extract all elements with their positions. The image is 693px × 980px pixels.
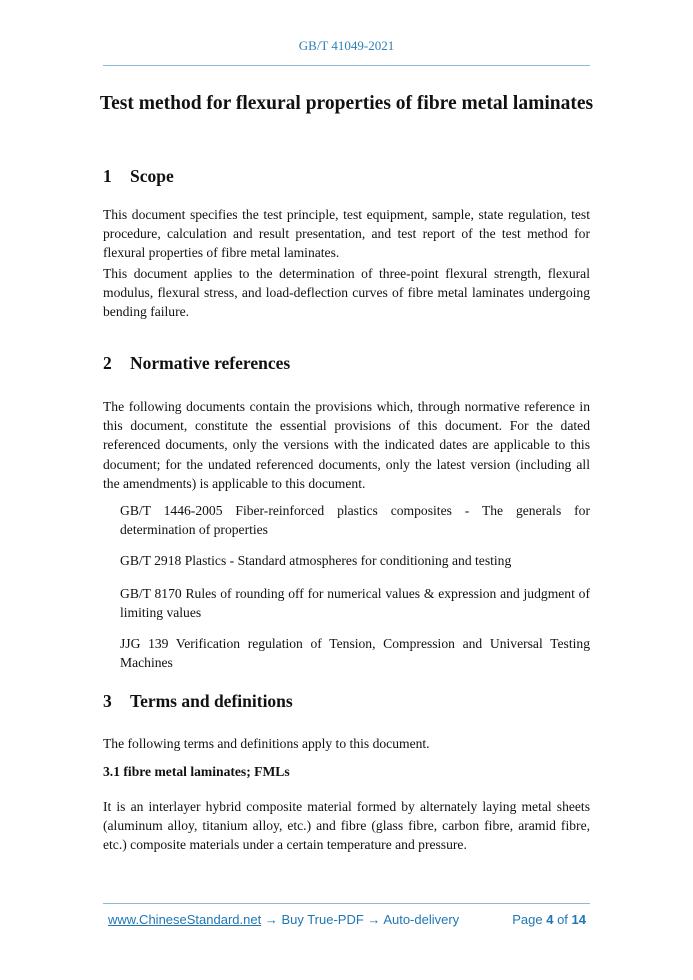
total-pages: 14: [571, 912, 586, 927]
website-link[interactable]: www.ChineseStandard.net: [108, 912, 262, 927]
paragraph: This document applies to the determination of three-point flexural strength, flexural modulus, flexural stress, and load-deflection curves of fibre metal laminates undergoing bending failure.: [103, 266, 590, 320]
paragraph: The following terms and definitions apply to this document.: [103, 736, 430, 751]
header-doc-number: GB/T 41049-2021: [298, 38, 395, 53]
term-heading: 3.1 fibre metal laminates; FMLs: [103, 764, 290, 779]
document-title: Test method for flexural properties of fibre metal laminates: [99, 93, 594, 114]
section-title: Terms and definitions: [130, 691, 293, 711]
header-divider: [103, 65, 590, 66]
current-page: 4: [546, 912, 554, 927]
section-title: Scope: [130, 166, 174, 186]
term-definition: It is an interlayer hybrid composite material formed by alternately laying metal sheets (aluminum alloy, titanium alloy, etc.) and fibre (glass fibre, carbon fibre, aramid fibre, etc.) composite materials under a certain temperature and pressure.: [103, 799, 590, 853]
arrow-icon: →: [261, 912, 282, 927]
section-heading-scope: [103, 166, 174, 187]
footer-divider: [103, 903, 590, 904]
paragraph: This document specifies the test principle, test equipment, sample, state regulation, test procedure, calculation and result presentation, and test report of the test method for flexural properties of fibre metal laminates.: [103, 207, 590, 261]
section-heading-normative-references: [103, 353, 290, 374]
of-label: of: [557, 912, 568, 927]
footer-promo: [108, 912, 459, 927]
section-title: Normative references: [130, 353, 291, 373]
buy-pdf-text: Buy True-PDF: [281, 912, 364, 927]
reference-item: GB/T 8170 Rules of rounding off for numerical values & expression and judgment of limiting values: [120, 586, 590, 621]
reference-item: JJG 139 Verification regulation of Tension, Compression and Universal Testing Machines: [120, 636, 590, 671]
delivery-text: Auto-delivery: [383, 912, 460, 927]
section-number: 3: [103, 691, 112, 711]
paragraph: The following documents contain the provisions which, through normative reference in this document, constitute the essential provisions of this document. For the dated referenced documents, only the versions with the indicated dates are applicable to this document; for the undated referenced documents, only the latest version (including all the amendments) is applicable to this document.: [103, 399, 590, 491]
section-number: 1: [103, 166, 112, 186]
page-label: Page: [512, 912, 543, 927]
footer: [108, 912, 586, 927]
reference-item: GB/T 1446-2005 Fiber-reinforced plastics composites - The generals for determination of properties: [120, 503, 590, 538]
page-indicator: [512, 912, 586, 927]
section-heading-terms-definitions: [103, 691, 293, 712]
section-number: 2: [103, 353, 112, 373]
reference-item: GB/T 2918 Plastics - Standard atmospheres for conditioning and testing: [120, 553, 512, 568]
arrow-icon: →: [363, 912, 384, 927]
